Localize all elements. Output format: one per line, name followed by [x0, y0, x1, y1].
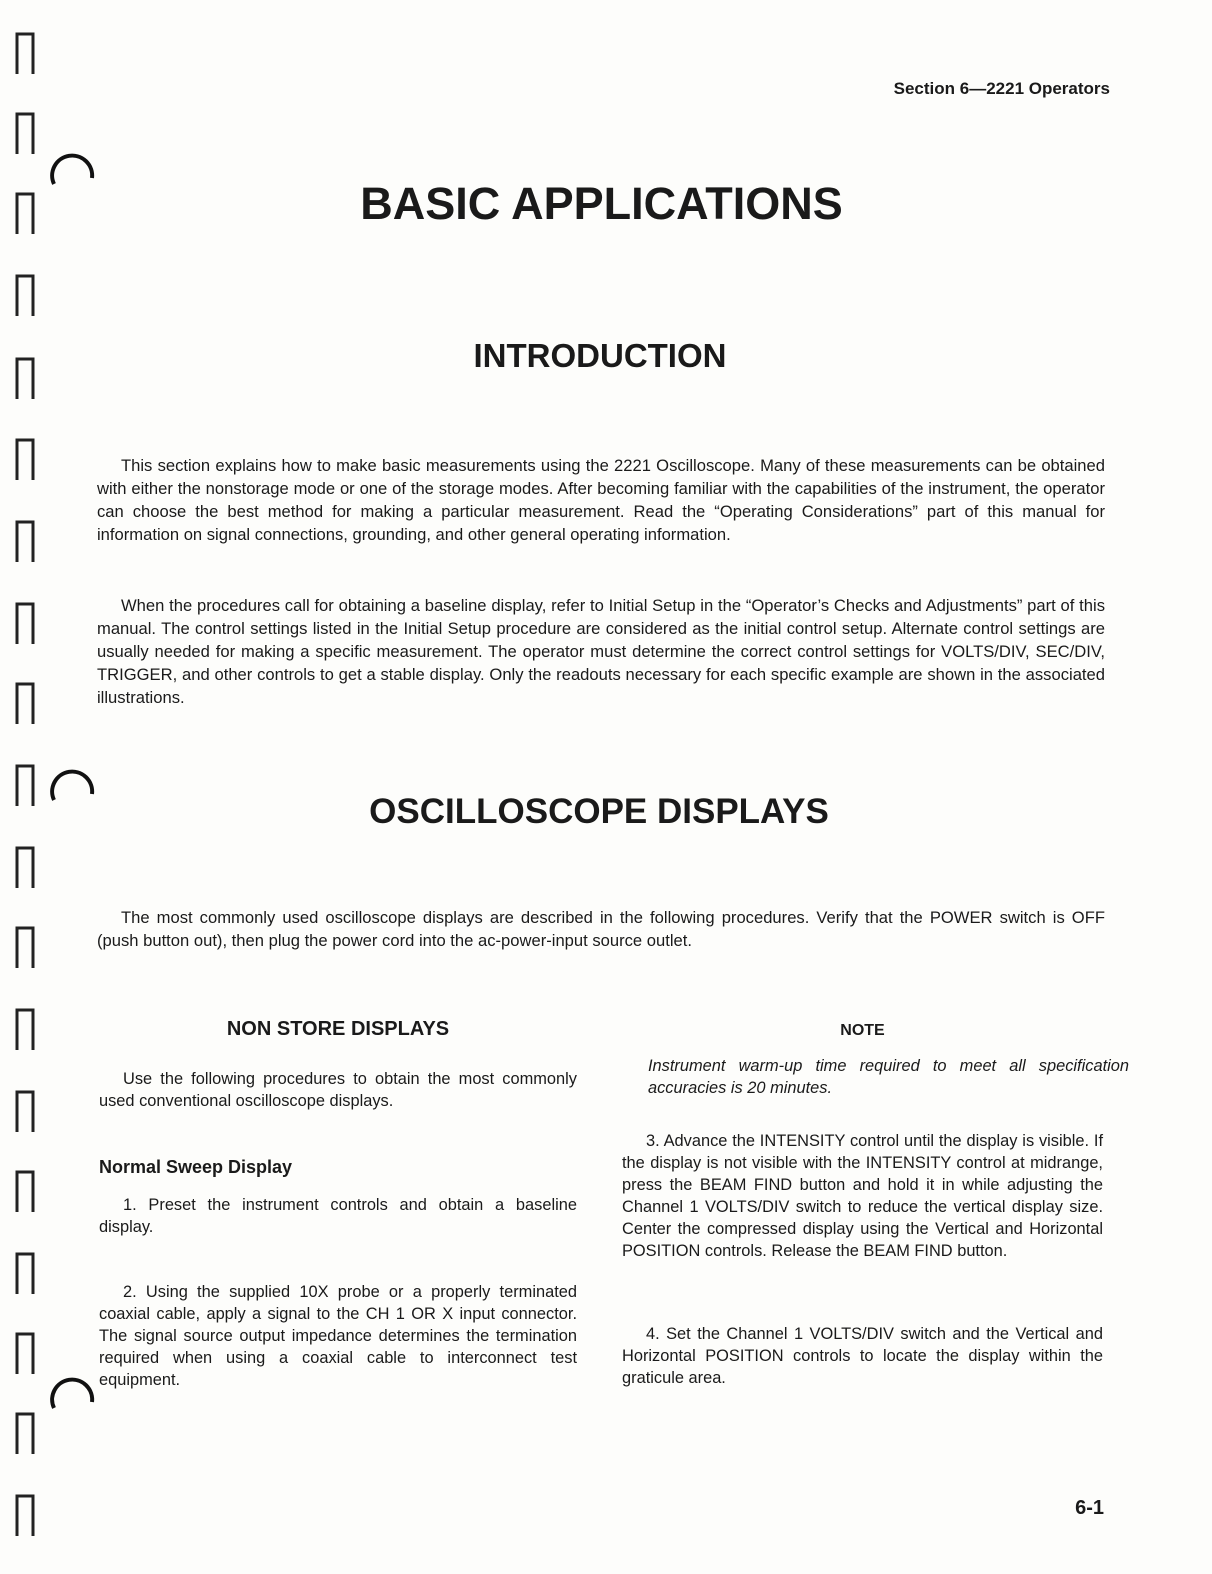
binder-mark: [14, 436, 36, 482]
normal-sweep-heading: Normal Sweep Display: [99, 1157, 293, 1177]
step-1-text: 1. Preset the instrument controls and obtain a baseline display.: [99, 1196, 577, 1236]
binder-mark: [14, 924, 36, 970]
step-4-text: 4. Set the Channel 1 VOLTS/DIV switch and the Vertical and Horizontal POSITION controls to locate the display within the graticule area.: [622, 1325, 1103, 1387]
step-2: [99, 1281, 577, 1391]
binder-mark: [14, 1492, 36, 1538]
binder-mark: [14, 1410, 36, 1456]
page-title: BASIC APPLICATIONS: [360, 178, 843, 229]
binder-mark: [14, 1168, 36, 1214]
note-heading: NOTE: [840, 1022, 885, 1039]
binder-mark: [14, 1088, 36, 1134]
intro-paragraph-1-text: This section explains how to make basic measurements using the 2221 Oscilloscope. Many of these measurements can be obtained with either the nonstorage mode or one of the storage modes. After becoming familiar with the capabilities of the instrument, the operator can choose the best method for making a particular measurement. Read the “Operating Considerations” part of this manual for information on signal connections, grounding, and other general operating information.: [97, 456, 1105, 544]
binder-mark: [14, 1006, 36, 1052]
non-store-intro-text: Use the following procedures to obtain the most commonly used conventional oscilloscope displays.: [99, 1070, 577, 1110]
binder-mark: [14, 1330, 36, 1376]
oscilloscope-displays-heading: OSCILLOSCOPE DISPLAYS: [369, 792, 829, 831]
step-2-text: 2. Using the supplied 10X probe or a properly terminated coaxial cable, apply a signal to the CH 1 OR X input connector. The signal source output impedance determines the termination required when using a coaxial cable to interconnect test equipment.: [99, 1283, 577, 1389]
introduction-heading: INTRODUCTION: [473, 337, 727, 374]
binder-mark: [14, 600, 36, 646]
note-text: Instrument warm-up time required to meet all specification accuracies is 20 minutes.: [648, 1057, 1129, 1097]
intro-paragraph-2: [97, 594, 1105, 709]
binder-mark: [14, 30, 36, 76]
binder-mark: [14, 518, 36, 564]
intro-paragraph-1: [97, 454, 1105, 546]
punch-hole-icon: [50, 1368, 96, 1414]
binder-mark: [14, 110, 36, 156]
binder-mark: [14, 272, 36, 318]
non-store-displays-heading: NON STORE DISPLAYS: [226, 1018, 450, 1040]
section-header: Section 6—2221 Operators: [893, 79, 1110, 98]
non-store-intro: [99, 1068, 577, 1112]
binder-mark: [14, 844, 36, 890]
binder-mark: [14, 680, 36, 726]
binder-mark: [14, 1250, 36, 1296]
intro-paragraph-2-text: When the procedures call for obtaining a baseline display, refer to Initial Setup in the “Operator’s Checks and Adjustments” part of this manual. The control settings listed in the Initial Setup procedure are considered as the initial control setup. Alternate control settings are usually needed for making a specific measurement. The operator must determine the correct control settings for VOLTS/DIV, SEC/DIV, TRIGGER, and other controls to get a stable display. Only the readouts necessary for each specific example are shown in the associated illustrations.: [97, 596, 1105, 707]
displays-paragraph: [97, 906, 1105, 952]
page-number: 6-1: [1075, 1497, 1104, 1519]
displays-paragraph-text: The most commonly used oscilloscope displays are described in the following procedures. Verify that the POWER switch is OFF (push button out), then plug the power cord into the ac-power-input source outlet.: [97, 908, 1105, 950]
step-4: [622, 1323, 1103, 1389]
step-3-text: 3. Advance the INTENSITY control until the display is visible. If the display is not visible with the INTENSITY control at midrange, press the BEAM FIND button and hold it in while adjusting the Channel 1 VOLTS/DIV switch to reduce the vertical display size. Center the compressed display using the Vertical and Horizontal POSITION controls. Release the BEAM FIND button.: [622, 1132, 1103, 1260]
step-3: [622, 1130, 1103, 1262]
step-1: [99, 1194, 577, 1238]
